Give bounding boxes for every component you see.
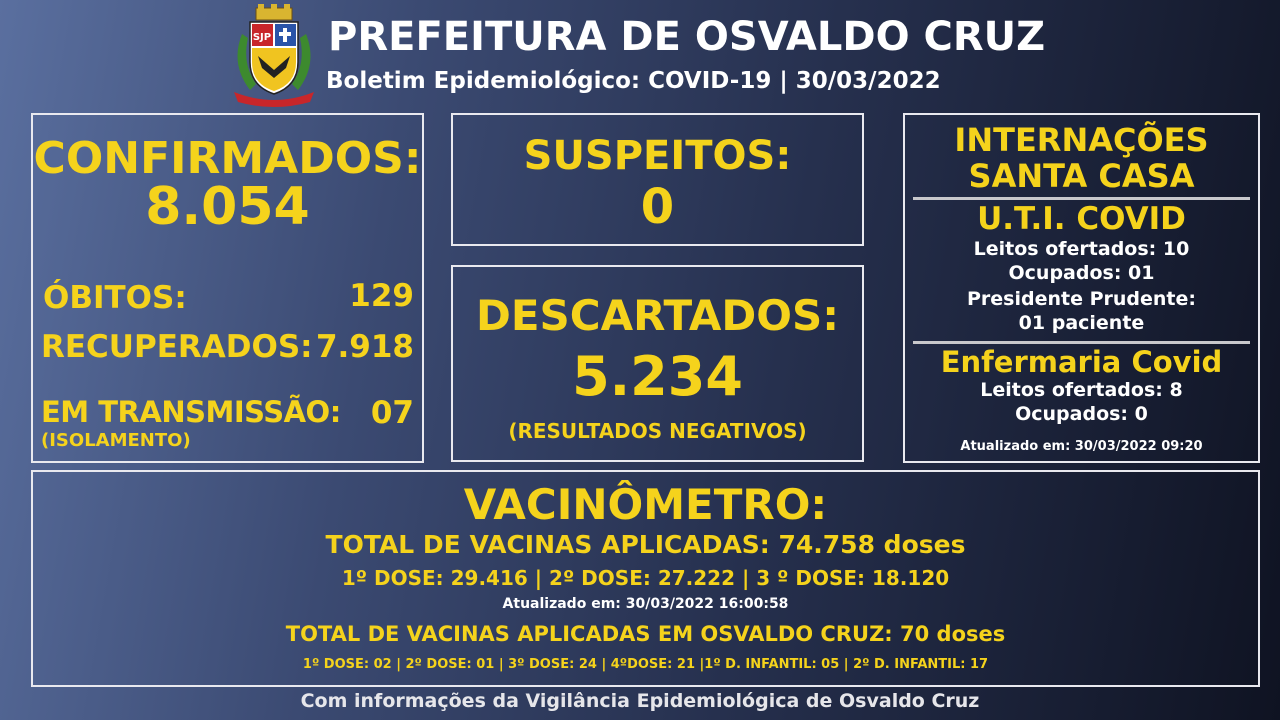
divider bbox=[913, 341, 1250, 344]
isolamento-note: (ISOLAMENTO) bbox=[41, 430, 191, 451]
enfermaria-ocupados: Ocupados: 0 bbox=[1015, 403, 1148, 425]
suspeitos-label: SUSPEITOS: bbox=[523, 133, 792, 179]
internacoes-panel bbox=[903, 113, 1260, 463]
obitos-label: ÓBITOS: bbox=[43, 280, 187, 316]
vacinometro-panel bbox=[31, 470, 1260, 687]
svg-text:SJP: SJP bbox=[252, 32, 272, 43]
uti-pp-line2: 01 paciente bbox=[1018, 312, 1145, 334]
confirmados-value: 8.054 bbox=[145, 177, 310, 237]
uti-pp-line1: Presidente Prudente: bbox=[966, 288, 1196, 310]
confirmados-panel bbox=[31, 113, 424, 463]
internacoes-updated: Atualizado em: 30/03/2022 09:20 bbox=[960, 439, 1203, 454]
enfermaria-title: Enfermaria Covid bbox=[940, 345, 1223, 379]
suspeitos-panel bbox=[451, 113, 864, 246]
transmissao-value: 07 bbox=[370, 395, 414, 431]
transmissao-label: EM TRANSMISSÃO: bbox=[41, 395, 341, 429]
vacinas-updated: Atualizado em: 30/03/2022 16:00:58 bbox=[502, 596, 789, 612]
vacinas-oc-total: TOTAL DE VACINAS APLICADAS EM OSVALDO CRUZ: 70 doses bbox=[285, 622, 1006, 646]
confirmados-label: CONFIRMADOS: bbox=[33, 133, 422, 184]
page-title: PREFEITURA DE OSVALDO CRUZ bbox=[328, 14, 1046, 60]
internacoes-title-line1: INTERNAÇÕES bbox=[954, 121, 1209, 159]
enfermaria-leitos: Leitos ofertados: 8 bbox=[980, 379, 1183, 401]
recuperados-label: RECUPERADOS: bbox=[41, 329, 313, 365]
obitos-value: 129 bbox=[349, 278, 414, 314]
descartados-value: 5.234 bbox=[572, 345, 743, 408]
vacinas-total: TOTAL DE VACINAS APLICADAS: 74.758 doses bbox=[325, 530, 966, 559]
uti-ocupados: Ocupados: 01 bbox=[1008, 262, 1155, 284]
uti-leitos: Leitos ofertados: 10 bbox=[973, 238, 1190, 260]
divider bbox=[913, 197, 1250, 200]
uti-title: U.T.I. COVID bbox=[977, 201, 1186, 237]
vacinometro-title: VACINÔMETRO: bbox=[463, 480, 828, 529]
page-subtitle: Boletim Epidemiológico: COVID-19 | 30/03/2022 bbox=[326, 68, 941, 94]
descartados-label: DESCARTADOS: bbox=[475, 291, 840, 340]
descartados-panel bbox=[451, 265, 864, 462]
internacoes-title-line2: SANTA CASA bbox=[968, 157, 1195, 195]
coat-of-arms-icon bbox=[228, 4, 320, 108]
footer-source: Com informações da Vigilância Epidemiológica de Osvaldo Cruz bbox=[300, 690, 980, 712]
vacinas-oc-doses: 1º DOSE: 02 | 2º DOSE: 01 | 3º DOSE: 24 | 4ºDOSE: 21 |1º D. INFANTIL: 05 | 2º D. INFANTIL: 17 bbox=[302, 657, 989, 672]
vacinas-doses: 1º DOSE: 29.416 | 2º DOSE: 27.222 | 3 º DOSE: 18.120 bbox=[341, 566, 950, 590]
suspeitos-value: 0 bbox=[640, 179, 675, 235]
descartados-note: (RESULTADOS NEGATIVOS) bbox=[508, 419, 807, 443]
recuperados-value: 7.918 bbox=[315, 329, 414, 365]
